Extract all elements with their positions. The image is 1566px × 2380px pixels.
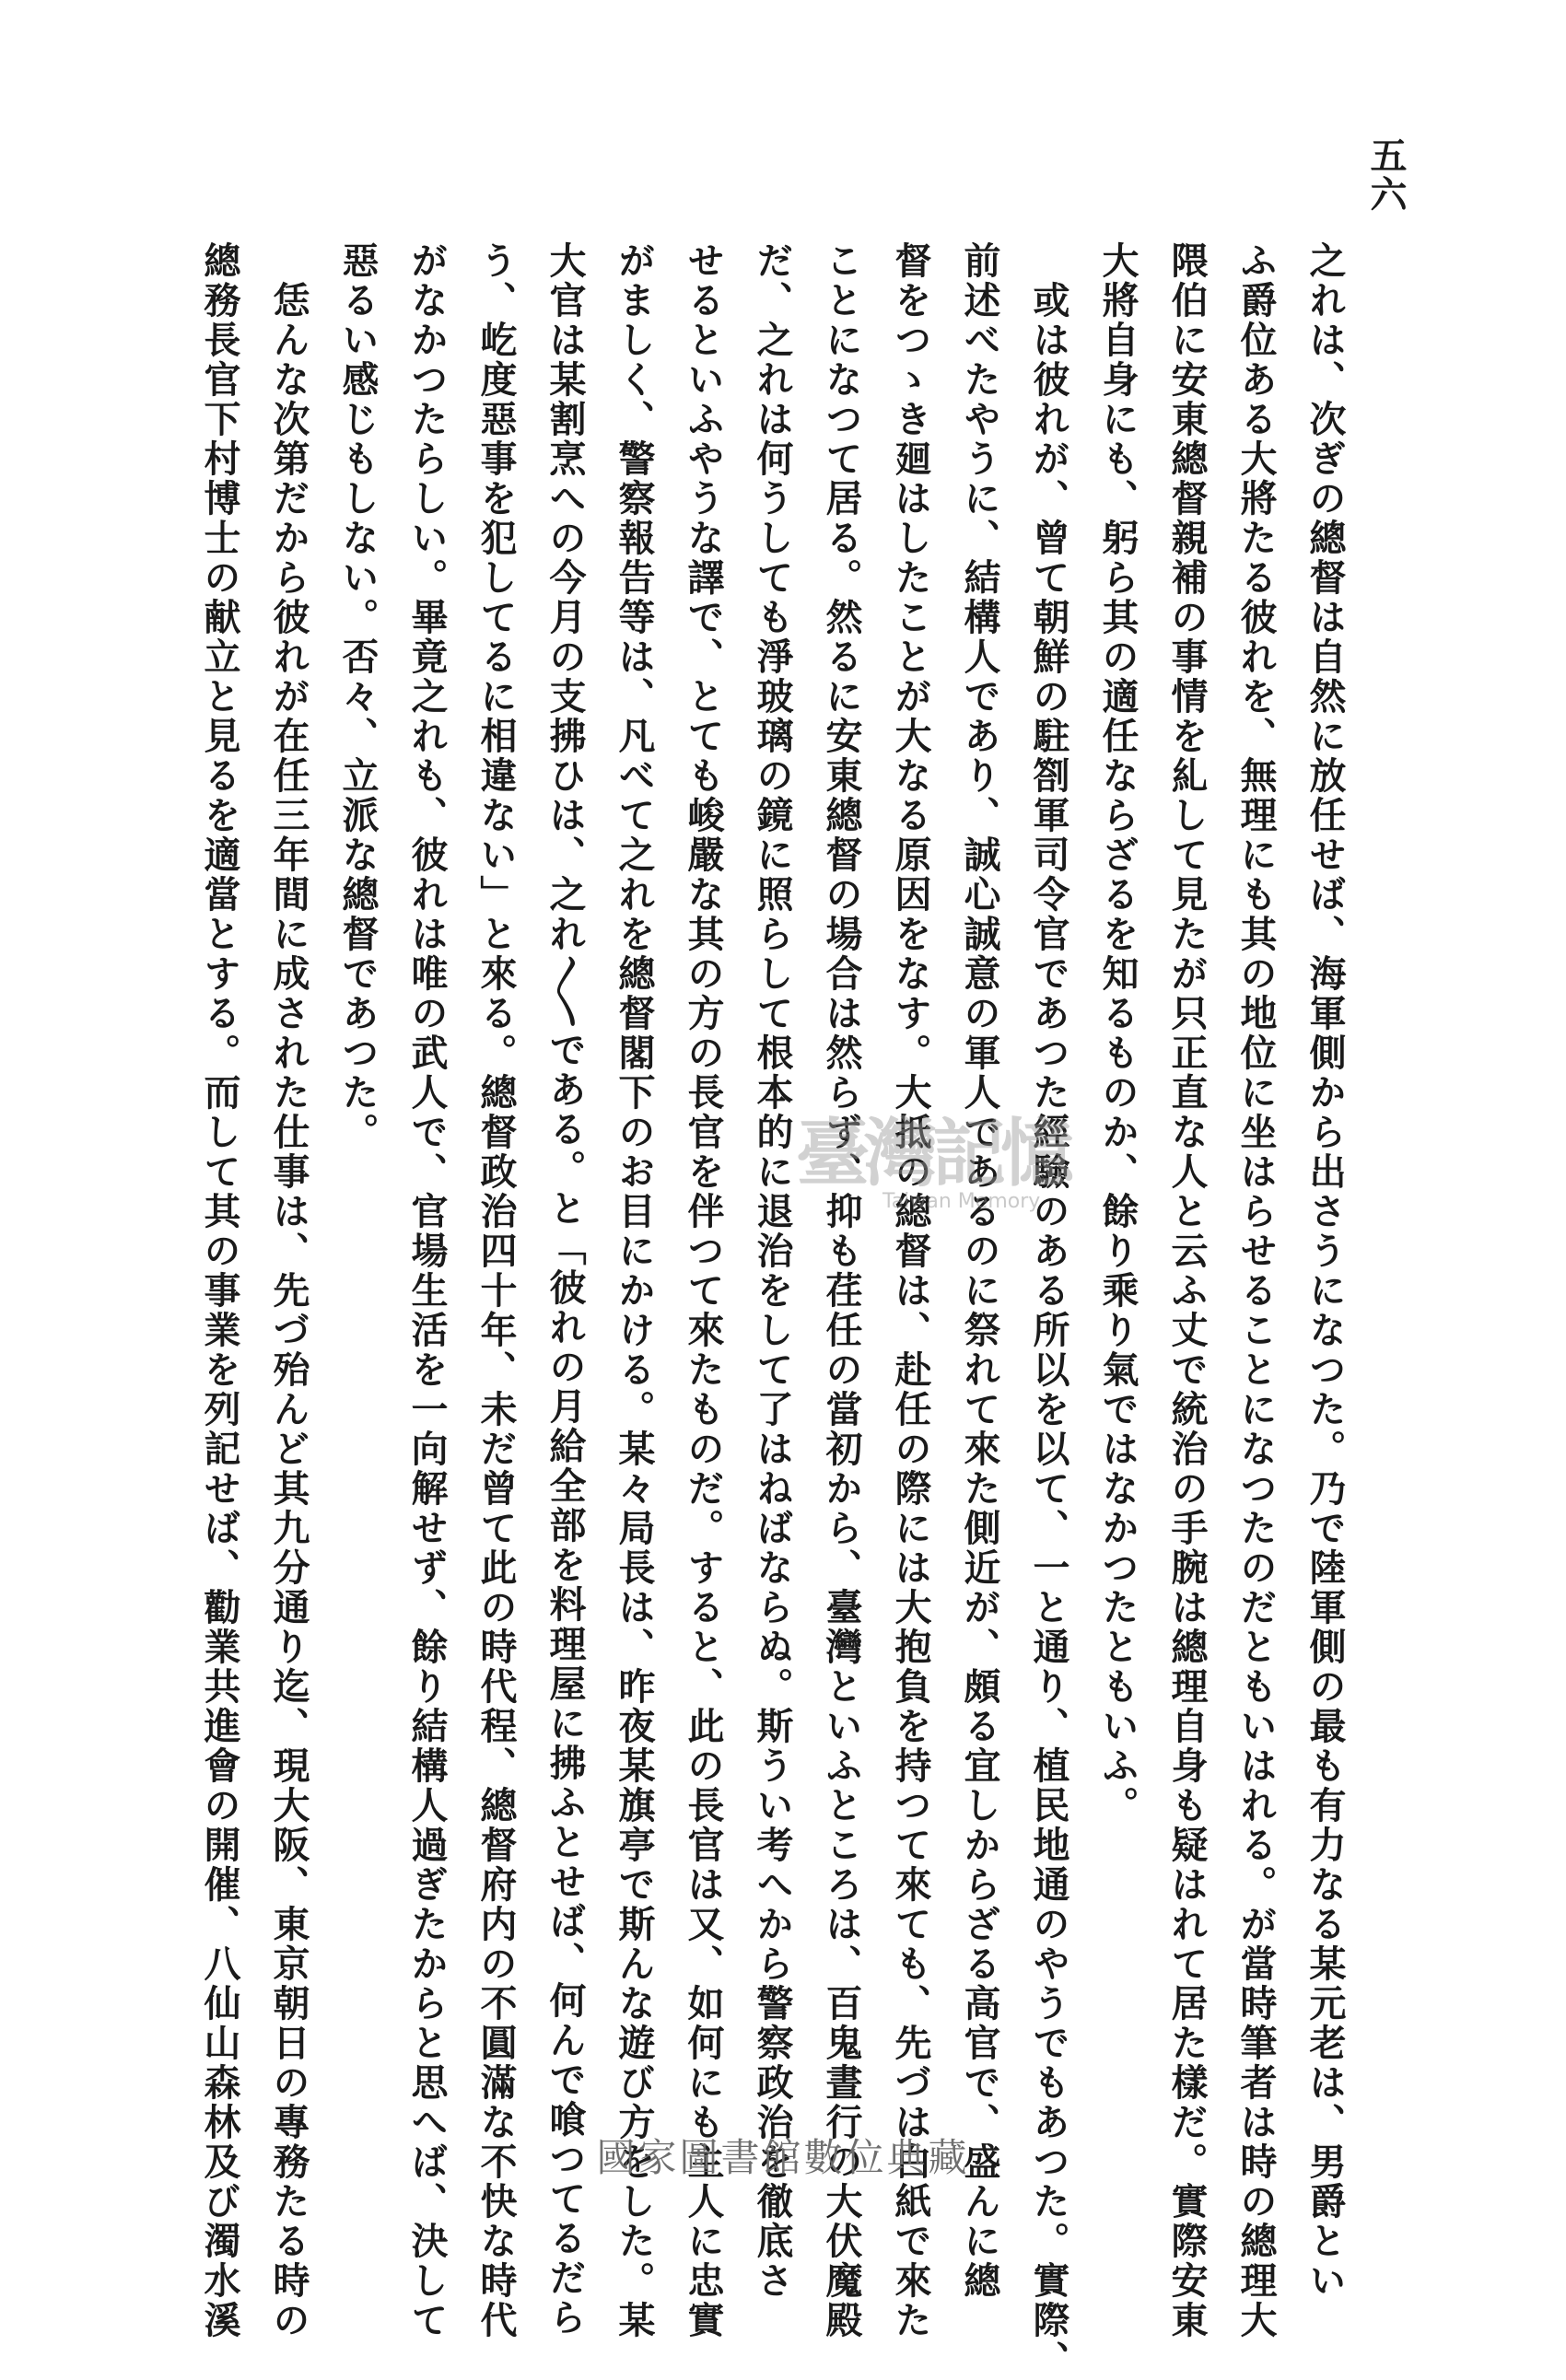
text-line: 總務長官下村博士の献立と見るを適當とする。而して其の事業を列記せば、勸業共進會の開催、八仙山森林及び濁水溪: [198, 241, 241, 2340]
text-line: 隈伯に安東總督親補の事情を糺して見たが只正直な人と云ふ丈で統治の手腕は總理自身も疑はれて居た樣だ。實際安東: [1165, 241, 1209, 2340]
text-line: がましく、警察報告等は、凡べて之れを總督閣下のお目にかける。某々局長は、昨夜某旗亭で斯んな遊び方をした。某: [613, 241, 656, 2340]
text-line: 前述べたやうに、結構人であり、誠心誠意の軍人であるのに祭れて來た側近が、頗る宜しからざる高官で、盛んに總: [958, 241, 1001, 2301]
text-line: がなかつたらしい。畢竟之れも、彼れは唯の武人で、官場生活を一向解せず、餘り結構人過ぎたからと思へば、決して: [405, 241, 449, 2340]
text-line: せるといふやうな譯で、とても峻嚴な其の方の長官を伴つて來たものだ。すると、此の長官は又、如何にも主人に忠實: [682, 241, 725, 2340]
text-line: う、屹度惡事を犯してるに相違ない」と來る。總督政治四十年、未だ曾て此の時代程、總督府内の不圓滿な不快な時代: [474, 241, 518, 2340]
text-line: 恁んな次第だから彼れが在任三年間に成された仕事は、先づ殆んど其九分通り迄、現大阪、東京朝日の專務たる時の: [267, 241, 310, 2340]
text-line: 或は彼れが、曾て朝鮮の駐劄軍司令官であつた經驗のある所以を以て、一と通り、植民地通のやうでもあつた。實際、: [1027, 241, 1070, 2380]
text-line: 大將自身にも、躬ら其の適任ならざるを知るものか、餘り乘り氣ではなかつたともいふ。: [1096, 241, 1139, 1826]
page-number: 五六: [1364, 136, 1408, 214]
text-line: 大官は某割烹への今月の支拂ひは、之れ〳〵である。と「彼れの月給全部を料理屋に拂ふとせば、何んで喰つてるだら: [543, 241, 587, 2338]
watermark-chinese: 臺灣記憶: [796, 1110, 1069, 1196]
text-line: ことになつて居る。然るに安東總督の場合は然らず、抑も荏任の當初から、臺灣といふところは、百鬼晝行の大伏魔殿: [820, 241, 863, 2340]
text-line: 之れは、次ぎの總督は自然に放任せば、海軍側から出さうになつた。乃で陸軍側の最も有力なる某元老は、男爵とい: [1303, 241, 1347, 2301]
watermark-logo: [796, 1013, 1072, 1234]
text-line: だ、之れは何うしても淨玻璃の鏡に照らして根本的に退治をして了はねばならぬ。斯うい考へから警察政治を徹底さ: [751, 241, 794, 2301]
watermark-english: Taiwan Memory: [882, 1190, 1041, 1213]
text-line: ふ爵位ある大將たる彼れを、無理にも其の地位に坐はらせることになつたのだともいはれる。が當時筆者は時の總理大: [1234, 241, 1278, 2340]
text-line: 惡るい感じもしない。否々、立派な總督であつた。: [336, 241, 380, 1152]
footer-archive-label: 國家圖書館數位典藏: [596, 2135, 970, 2180]
text-line: 督をつゝき廻はしたことが大なる原因をなす。大抵の總督は、赴任の際には大抱負を持つて來ても、先づは白紙で來た: [889, 241, 932, 2340]
